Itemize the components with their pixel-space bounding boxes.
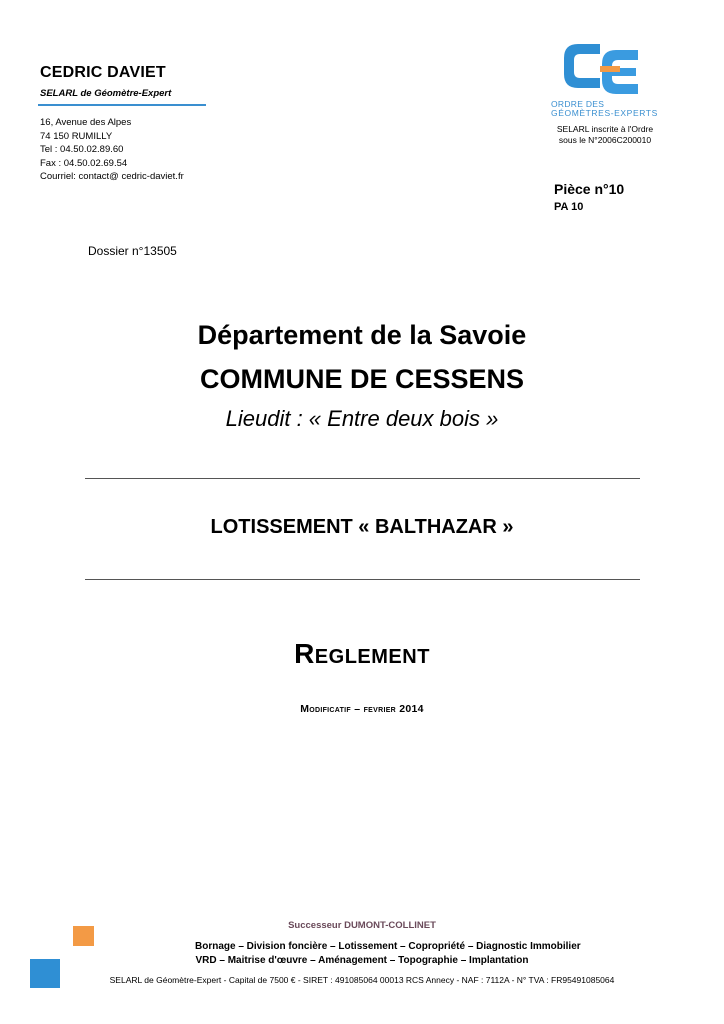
address-line-street: 16, Avenue des Alpes [40,117,132,128]
company-name: CEDRIC DAVIET [40,64,166,81]
company-address [40,116,184,184]
lotissement-title: LOTISSEMENT « BALTHAZAR » [210,516,514,538]
oge-logo-icon [560,40,644,96]
ordre-line-2: GÉOMÈTRES-EXPERTS [551,108,658,118]
pa-number: PA 10 [554,201,584,213]
dossier-number: Dossier n°13505 [88,244,177,258]
company-subtitle: SELARL de Géomètre-Expert [40,88,172,99]
divider-bottom [85,579,640,580]
departement-title: Département de la Savoie [197,320,527,350]
services-line-2: VRD – Maitrise d'œuvre – Aménagement – Topographie – Implantation [195,955,529,966]
address-line-city: 74 150 RUMILLY [40,130,113,142]
divider-top [85,478,640,479]
inscription-note [540,124,670,146]
modificatif-date: Modificatif – fevrier 2014 [300,703,424,715]
company-underline [38,104,206,106]
address-line-email: Courriel: contact@ cedric-daviet.fr [40,171,184,183]
successeur-line [0,920,724,931]
successeur-name: DUMONT-COLLINET [344,920,436,931]
successeur-prefix: Successeur [288,920,345,931]
ordre-label [551,100,661,118]
piece-number: Pièce n°10 [554,181,625,197]
legal-footer: SELARL de Géomètre-Expert - Capital de 7500 € - SIRET : 491085064 00013 RCS Annecy - NAF : 7112A - N° TVA : FR95491085064 [109,975,615,985]
services-line-1: Bornage – Division foncière – Lotissement – Copropriété – Diagnostic Immobilier [195,941,581,952]
address-line-fax: Fax : 04.50.02.69.54 [40,157,128,169]
reglement-title: Reglement [294,638,430,669]
inscription-line-1: SELARL inscrite à l'Ordre [556,124,654,134]
lieudit-subtitle: Lieudit : « Entre deux bois » [225,406,499,431]
commune-title: COMMUNE DE CESSENS [199,364,525,394]
inscription-line-2: sous le N°2006C200010 [558,135,652,145]
address-line-tel: Tel : 04.50.02.89.60 [40,144,124,156]
ordre-line-1: ORDRE DES [551,99,605,109]
